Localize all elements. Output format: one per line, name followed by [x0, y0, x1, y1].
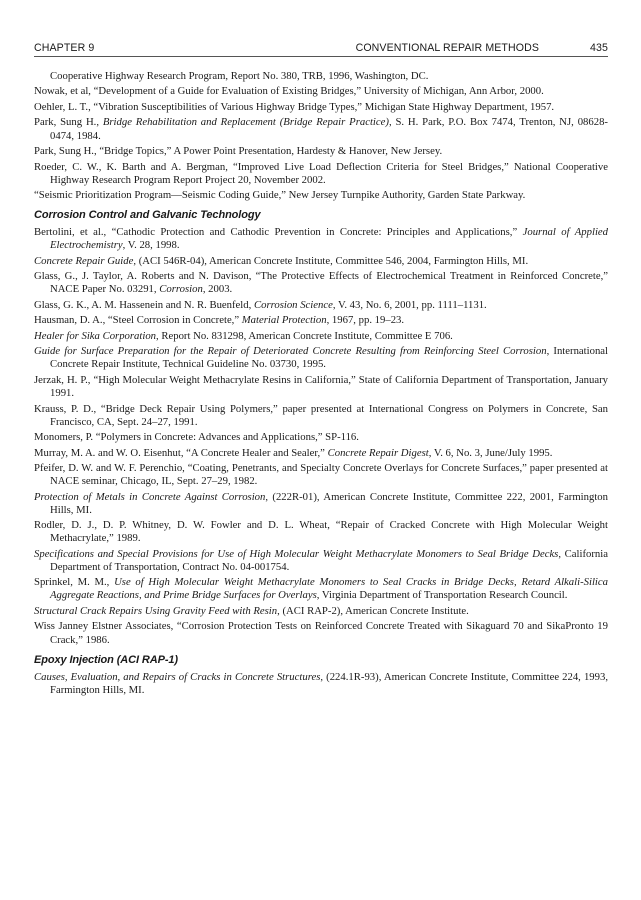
reference-text: , California Department of Transportation, Contract No. 04-001754. [50, 547, 608, 573]
reference-entry [34, 431, 608, 444]
reference-italic-title: Concrete Repair Guide [34, 254, 134, 267]
section-heading-corrosion: Corrosion Control and Galvanic Technology [34, 209, 261, 222]
reference-entry [34, 161, 608, 187]
reference-text: Murray, M. A. and W. O. Eisenhut, “A Concrete Healer and Sealer,” [34, 446, 328, 459]
reference-entry [34, 671, 608, 697]
reference-text: Park, Sung H., [34, 116, 103, 129]
reference-list-corrosion [34, 226, 608, 646]
reference-entry [34, 270, 608, 296]
reference-text: Monomers, P. “Polymers in Concrete: Advances and Applications,” SP-116. [34, 431, 359, 444]
reference-text: Glass, G., J. Taylor, A. Roberts and N. Davison, “The Protective Effects of Electrochemical Treatment in Reinforced Concrete,” NACE Paper No. 03291, [34, 270, 608, 296]
reference-italic-title: Structural Crack Repairs Using Gravity Feed with Resin [34, 604, 278, 617]
reference-text: , V. 28, 1998. [122, 239, 180, 252]
reference-text: , (ACI RAP-2), American Concrete Institute. [277, 604, 469, 617]
reference-entry [34, 314, 608, 327]
reference-text: Sprinkel, M. M., [34, 576, 115, 589]
reference-italic-title: Protection of Metals in Concrete Against Corrosion [34, 490, 266, 503]
reference-italic-title: Use of High Molecular Weight Methacrylate Monomers to Seal Cracks in Bridge Decks, Retard Alkali-Silica Aggregate Reactions, and Prime Bridge Surfaces for Overlays [50, 576, 608, 602]
reference-entry [34, 70, 608, 83]
reference-italic-title: Guide for Surface Preparation for the Repair of Deteriorated Concrete Resulting from Reinforcing Steel Corrosion [34, 345, 547, 358]
reference-entry [34, 330, 608, 343]
reference-text: Roeder, C. W., K. Barth and A. Bergman, “Improved Live Load Deflection Criteria for Steel Bridges,” National Cooperative Highway Research Program Report Project 20, November 2002. [34, 160, 608, 186]
reference-entry [34, 255, 608, 268]
reference-text: , 1967, pp. 19–23. [326, 314, 405, 327]
reference-entry [34, 145, 608, 158]
reference-entry [34, 576, 608, 602]
reference-text: , V. 43, No. 6, 2001, pp. 1111–1131. [332, 298, 487, 311]
reference-text: , 2003. [202, 283, 233, 296]
reference-text: Glass, G. K., A. M. Hassenein and N. R. Buenfeld, [34, 298, 254, 311]
reference-list-epoxy [34, 671, 608, 697]
reference-text: Hausman, D. A., “Steel Corrosion in Concrete,” [34, 314, 242, 327]
reference-text: Cooperative Highway Research Program, Report No. 380, TRB, 1996, Washington, DC. [50, 70, 429, 82]
reference-italic-title: Causes, Evaluation, and Repairs of Cracks in Concrete Structures [34, 670, 321, 683]
reference-text: , International Concrete Repair Institute, Technical Guideline No. 03730, 1995. [50, 345, 608, 371]
reference-entry [34, 605, 608, 618]
reference-text: , Virginia Department of Transportation Research Council. [316, 589, 568, 602]
reference-entry [34, 226, 608, 252]
reference-entry [34, 189, 608, 202]
reference-text: , V. 6, No. 3, June/July 1995. [428, 446, 553, 459]
reference-text: Pfeifer, D. W. and W. F. Perenchio, “Coating, Penetrants, and Specialty Concrete Overlays for Concrete Surfaces,” paper presented at NACE seminar, Chicago, IL, Sept. 27–29, 1982. [34, 462, 608, 488]
reference-text: Oehler, L. T., “Vibration Susceptibilities of Various Highway Bridge Types,” Michigan State Highway Department, 1957. [34, 100, 555, 113]
running-head [34, 42, 608, 56]
reference-italic-title: Specifications and Special Provisions for Use of High Molecular Weight Methacrylate Monomers to Seal Bridge Decks [34, 547, 559, 560]
reference-entry [34, 519, 608, 545]
reference-entry [34, 116, 608, 142]
reference-text: , Report No. 831298, American Concrete Institute, Committee E 706. [156, 329, 453, 342]
reference-italic-title: Corrosion Science [253, 298, 333, 311]
reference-text: , (ACI 546R-04), American Concrete Institute, Committee 546, 2004, Farmington Hills, MI. [133, 254, 529, 267]
reference-text: Krauss, P. D., “Bridge Deck Repair Using Polymers,” paper presented at International Congress on Polymers in Concrete, San Francisco, CA, Sept. 24–27, 1991. [34, 402, 608, 428]
reference-entry [34, 462, 608, 488]
reference-content [34, 70, 608, 699]
reference-text: Bertolini, et al., “Cathodic Protection and Cathodic Prevention in Concrete: Principles and Applications,” [34, 226, 523, 239]
header-rule [34, 56, 608, 57]
reference-text: Wiss Janney Elstner Associates, “Corrosion Protection Tests on Reinforced Concrete Treated with Sikaguard 70 and SikaPronto 19 Crack,” 1986. [34, 620, 608, 646]
reference-italic-title: Healer for Sika Corporation [34, 329, 157, 342]
reference-entry [34, 620, 608, 646]
reference-entry [34, 548, 608, 574]
reference-text: Nowak, et al, “Development of a Guide for Evaluation of Existing Bridges,” University of Michigan, Ann Arbor, 2000. [34, 85, 544, 98]
reference-entry [34, 374, 608, 400]
reference-entry [34, 101, 608, 114]
reference-entry [34, 447, 608, 460]
reference-entry [34, 403, 608, 429]
page-number: 435 [590, 42, 608, 54]
chapter-label: CHAPTER 9 [34, 42, 95, 54]
reference-text: Jerzak, H. P., “High Molecular Weight Methacrylate Resins in California,” State of California Department of Transportation, January 1991. [34, 373, 608, 400]
reference-italic-title: Journal of Applied Electrochemistry [50, 226, 609, 252]
reference-entry [34, 345, 608, 371]
section-label: CONVENTIONAL REPAIR METHODS [355, 42, 539, 54]
reference-italic-title: Concrete Repair Digest [327, 446, 429, 459]
reference-text: Rodler, D. J., D. P. Whitney, D. W. Fowler and D. L. Wheat, “Repair of Cracked Concrete with High Molecular Weight Methacrylate,” 1989. [34, 519, 608, 545]
reference-text: “Seismic Prioritization Program—Seismic Coding Guide,” New Jersey Turnpike Authority, Garden State Parkway. [34, 189, 526, 202]
reference-italic-title: Bridge Rehabilitation and Replacement (Bridge Repair Practice) [102, 116, 389, 129]
reference-text: Park, Sung H., “Bridge Topics,” A Power Point Presentation, Hardesty & Hanover, New Jersey. [34, 145, 443, 158]
reference-text: , (222R-01), American Concrete Institute, Committee 222, 2001, Farmington Hills, MI. [50, 490, 608, 516]
reference-text: , (224.1R-93), American Concrete Institute, Committee 224, 1993, Farmington Hills, MI. [50, 670, 608, 696]
reference-entry [34, 85, 608, 98]
reference-entry [34, 299, 608, 312]
reference-italic-title: Corrosion [159, 283, 203, 296]
reference-text: , S. H. Park, P.O. Box 7474, Trenton, NJ, 08628-0474, 1984. [50, 116, 608, 142]
reference-italic-title: Material Protection [241, 314, 327, 327]
section-heading-epoxy: Epoxy Injection (ACI RAP-1) [34, 653, 178, 666]
reference-list-top [34, 70, 608, 202]
reference-entry [34, 491, 608, 517]
